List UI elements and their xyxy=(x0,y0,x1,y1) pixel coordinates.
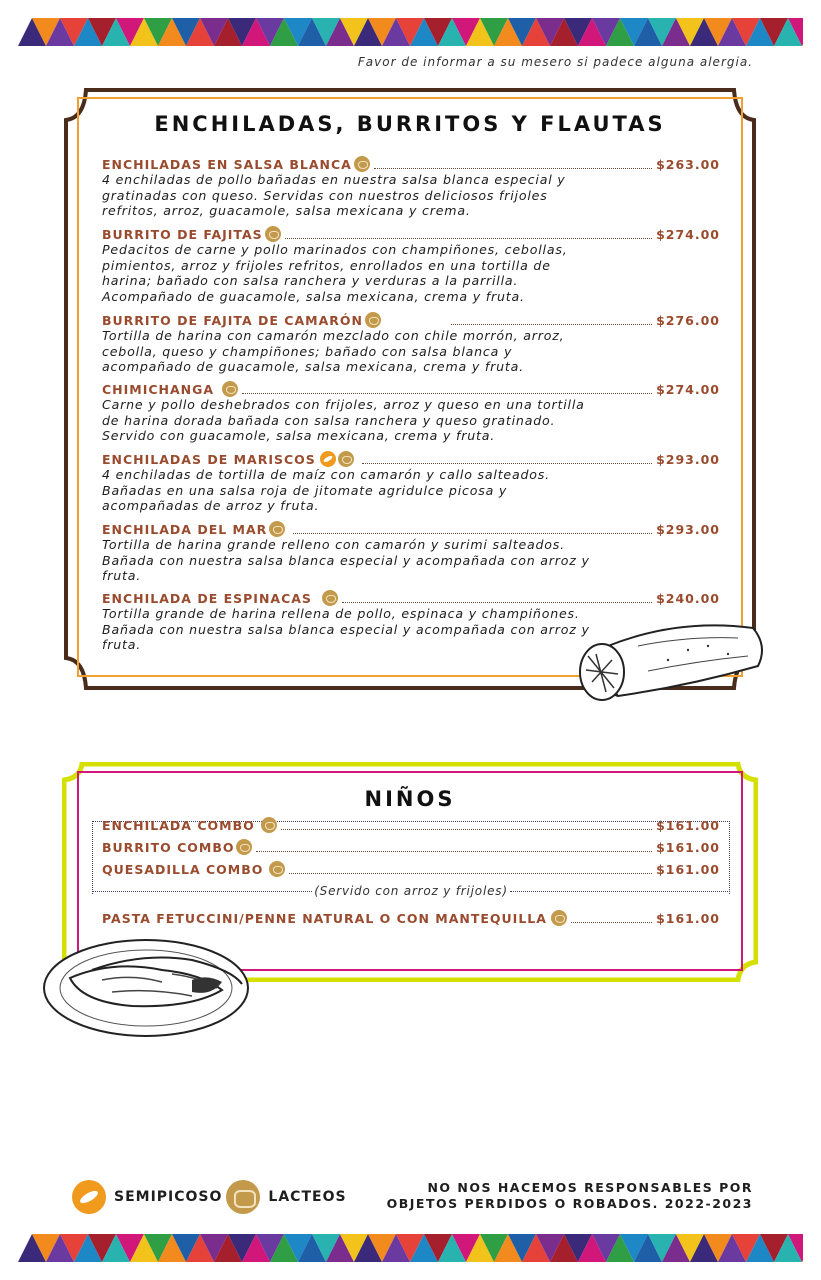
cheese-icon xyxy=(269,521,285,537)
cheese-icon xyxy=(338,451,354,467)
triangle-pattern xyxy=(18,1234,803,1262)
menu-item-price: $161.00 xyxy=(656,861,720,877)
menu-item-description: Tortilla de harina con camarón mezclado con chile morrón, arroz, cebolla, queso y champiñones; bañado con salsa blanca y acompañado de guacamole, salsa mexicana, crema y fruta. xyxy=(102,328,565,375)
cheese-icon xyxy=(222,381,238,397)
kids-combo-note xyxy=(92,884,730,898)
dot-leader xyxy=(571,913,652,923)
menu-item-price: $293.00 xyxy=(656,451,720,467)
menu-item-name: ENCHILADA COMBO xyxy=(102,817,255,833)
allergy-note: Favor de informar a su mesero si padece alguna alergia. xyxy=(357,55,753,69)
dot-leader xyxy=(242,384,652,394)
cheese-icon xyxy=(354,156,370,172)
chili-icon xyxy=(320,451,336,467)
menu-item-price: $240.00 xyxy=(656,590,720,606)
menu-item-price: $161.00 xyxy=(656,910,720,926)
legend-label-dairy: LACTEOS xyxy=(268,1189,347,1205)
menu-item-name: BURRITO DE FAJITAS xyxy=(102,226,263,242)
cheese-icon xyxy=(551,910,567,926)
burrito-illustration xyxy=(568,616,768,708)
dot-leader xyxy=(281,820,652,830)
dot-leader xyxy=(362,454,652,464)
menu-item-name: ENCHILADAS DE MARISCOS xyxy=(102,451,316,467)
dot-leader xyxy=(92,891,312,892)
menu-item-name: ENCHILADA DE ESPINACAS xyxy=(102,590,312,606)
menu-item-description: Tortilla de harina grande relleno con camarón y surimi salteados. Bañada con nuestra salsa blanca especial y acompañada con arroz y fruta. xyxy=(102,537,590,584)
menu-item-name: PASTA FETUCCINI/PENNE NATURAL O CON MANTEQUILLA xyxy=(102,910,547,926)
dot-leader xyxy=(293,524,652,534)
menu-item-name: CHIMICHANGA xyxy=(102,381,215,397)
dot-leader xyxy=(374,159,652,169)
cheese-icon xyxy=(236,839,252,855)
dot-leader xyxy=(510,891,730,892)
menu-item-price: $276.00 xyxy=(656,312,720,328)
menu-item-name: ENCHILADA DEL MAR xyxy=(102,521,268,537)
menu-item xyxy=(102,381,720,444)
menu-item-description: 4 enchiladas de pollo bañadas en nuestra salsa blanca especial y gratinadas con queso. Servidas con nuestros deliciosos frijoles refritos, arroz, guacamole, salsa mexicana y crema. xyxy=(102,172,566,219)
menu-item xyxy=(102,156,720,219)
menu-item xyxy=(102,839,720,855)
disclaimer xyxy=(387,1180,753,1212)
menu-item xyxy=(102,910,720,926)
cheese-icon xyxy=(322,590,338,606)
menu-item-description: 4 enchiladas de tortilla de maíz con camarón y callo salteados. Bañadas en una salsa roja de jitomate agridulce picosa y acompañadas de arroz y fruta. xyxy=(102,467,550,514)
menu-item xyxy=(102,861,720,877)
menu-item xyxy=(102,312,720,375)
dot-leader xyxy=(451,315,652,325)
triangle-pattern xyxy=(18,18,803,46)
cheese-icon xyxy=(226,1180,260,1214)
menu-item-description: Carne y pollo deshebrados con frijoles, arroz y queso en una tortilla de harina dorada bañada con salsa ranchera y queso gratinado. Servido con guacamole, salsa mexicana, crema y fruta. xyxy=(102,397,585,444)
top-decorative-band xyxy=(18,18,803,46)
cheese-icon xyxy=(265,226,281,242)
dot-leader xyxy=(285,229,652,239)
menu-item-price: $293.00 xyxy=(656,521,720,537)
dot-leader xyxy=(289,864,652,874)
cheese-icon xyxy=(261,817,277,833)
section-title-ninos: NIÑOS xyxy=(364,787,456,811)
menu-item-name: BURRITO COMBO xyxy=(102,839,235,855)
dot-leader xyxy=(256,842,652,852)
menu-item-name: ENCHILADAS EN SALSA BLANCA xyxy=(102,156,352,172)
menu-item xyxy=(102,521,720,584)
kids-combo-note-text: (Servido con arroz y frijoles) xyxy=(314,884,508,898)
bottom-decorative-band xyxy=(18,1234,803,1262)
cheese-icon xyxy=(269,861,285,877)
cheese-icon xyxy=(365,312,381,328)
menu-item-name: QUESADILLA COMBO xyxy=(102,861,264,877)
menu-item-price: $274.00 xyxy=(656,381,720,397)
dot-leader xyxy=(342,593,652,603)
legend-label-spicy: SEMIPICOSO xyxy=(114,1189,223,1205)
icon-legend xyxy=(72,1180,347,1214)
chili-icon xyxy=(72,1180,106,1214)
disclaimer-line: NO NOS HACEMOS RESPONSABLES POR xyxy=(427,1180,753,1195)
menu-item-name: BURRITO DE FAJITA DE CAMARÓN xyxy=(102,312,363,328)
menu-item-description: Tortilla grande de harina rellena de pollo, espinaca y champiñones. Bañada con nuestra salsa blanca especial y acompañada con arroz y fruta. xyxy=(102,606,590,653)
menu-item xyxy=(102,817,720,833)
section-title-enchiladas: ENCHILADAS, BURRITOS Y FLAUTAS xyxy=(154,112,666,136)
menu-item-price: $274.00 xyxy=(656,226,720,242)
menu-item xyxy=(102,226,720,304)
menu-item-description: Pedacitos de carne y pollo marinados con champiñones, cebollas, pimientos, arroz y frijoles refritos, enrollados en una tortilla de harina; bañado con salsa ranchera y verduras a la parrilla. Acompañado de guacamole, salsa mexicana, crema y fruta. xyxy=(102,242,568,304)
enchiladas-plate-illustration xyxy=(42,930,256,1040)
disclaimer-line: OBJETOS PERDIDOS O ROBADOS. 2022-2023 xyxy=(386,1196,753,1211)
menu-item-price: $161.00 xyxy=(656,817,720,833)
menu-item xyxy=(102,451,720,514)
menu-item-price: $263.00 xyxy=(656,156,720,172)
menu-item-price: $161.00 xyxy=(656,839,720,855)
